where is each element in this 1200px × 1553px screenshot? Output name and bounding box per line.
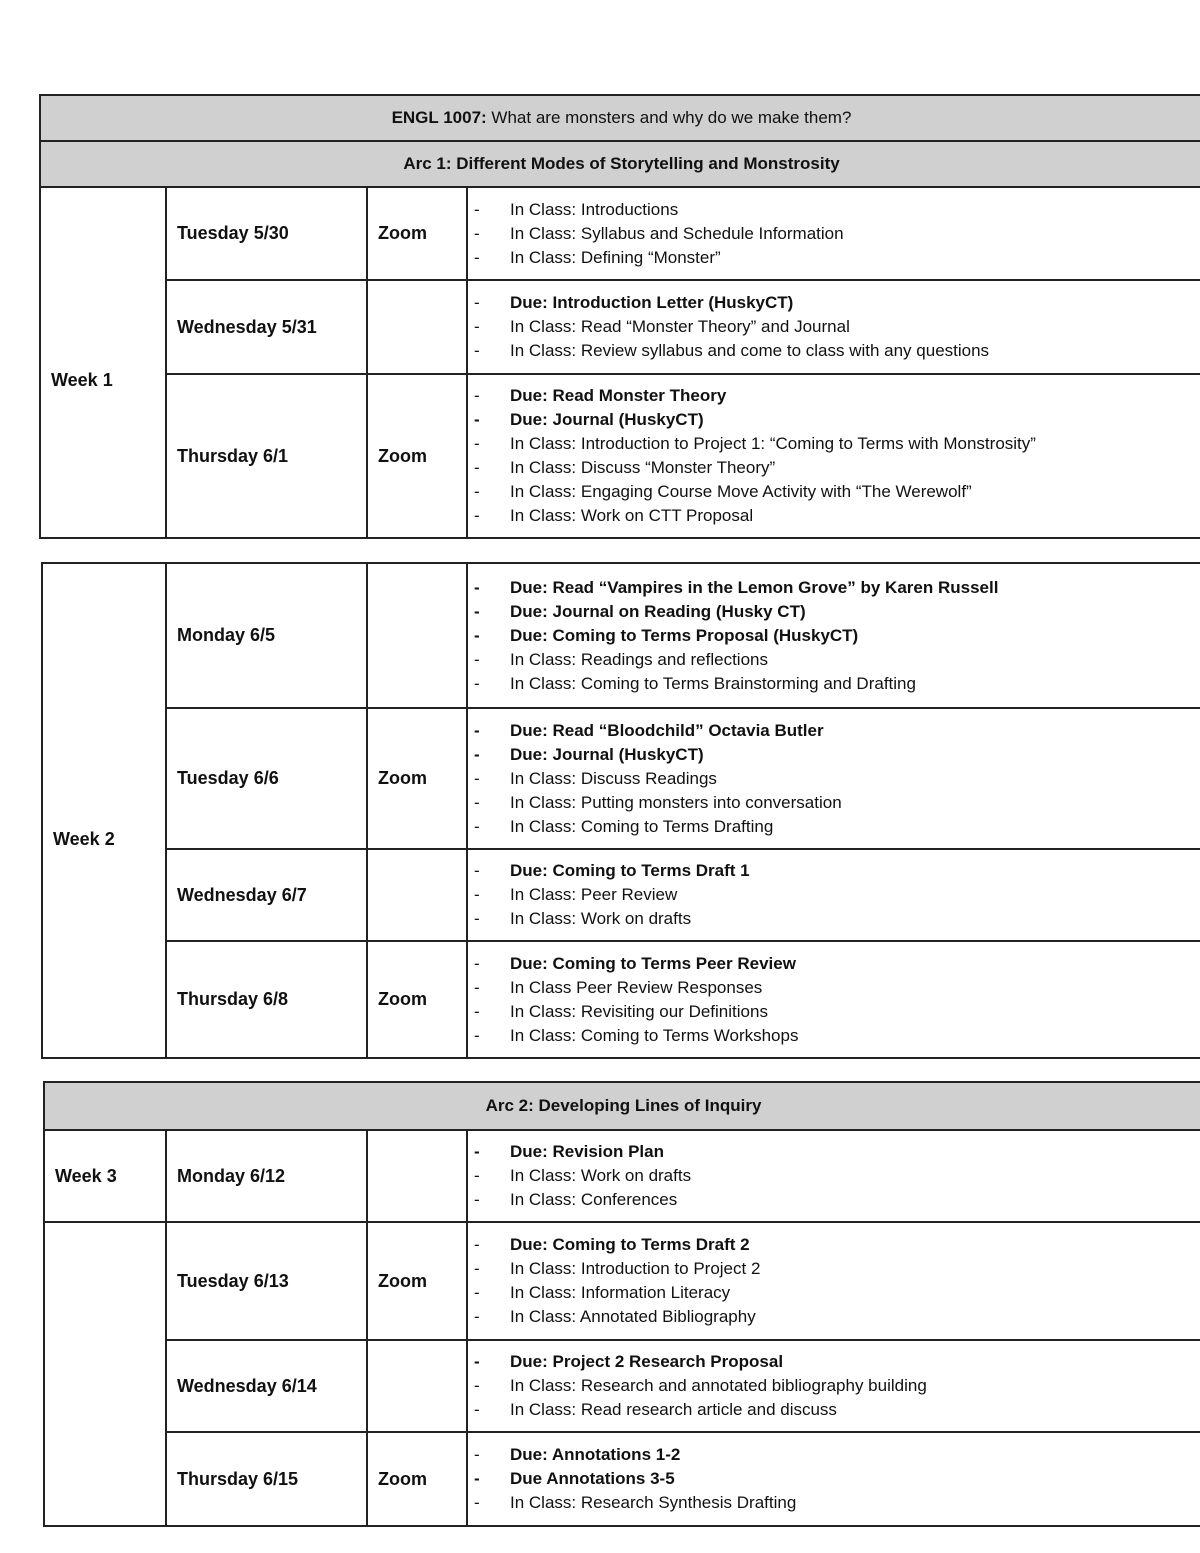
agenda-item: - In Class: Read research article and discuss <box>510 1398 1200 1422</box>
day-cell: Thursday 6/1 <box>166 374 367 538</box>
agenda-item: - In Class: Coming to Terms Brainstorming and Drafting <box>510 672 1200 696</box>
agenda-item: - In Class Peer Review Responses <box>510 976 1200 1000</box>
mode-cell: Zoom <box>367 1432 467 1526</box>
agenda-item: - In Class: Research and annotated bibliography building <box>510 1374 1200 1398</box>
agenda-item: - In Class: Readings and reflections <box>510 648 1200 672</box>
week-1-label: Week 1 <box>51 370 113 390</box>
mode-cell <box>367 280 467 374</box>
agenda-item: - In Class: Syllabus and Schedule Information <box>510 222 1200 246</box>
agenda-cell <box>467 1340 1200 1432</box>
due-item: - Due: Annotations 1-2 <box>510 1443 1200 1467</box>
agenda-cell <box>467 1432 1200 1526</box>
due-item: - Due: Read “Vampires in the Lemon Grove” by Karen Russell <box>510 576 1200 600</box>
week2-table <box>41 562 1200 1059</box>
agenda-item: - In Class: Coming to Terms Workshops <box>510 1024 1200 1048</box>
week-2-label: Week 2 <box>53 829 115 849</box>
day-cell: Monday 6/12 <box>166 1130 367 1222</box>
due-item: - Due: Coming to Terms Draft 1 <box>510 859 1200 883</box>
day-cell: Wednesday 6/7 <box>166 849 367 941</box>
agenda-cell <box>467 187 1200 280</box>
agenda-item: - In Class: Conferences <box>510 1188 1200 1212</box>
due-item: - Due: Journal (HuskyCT) <box>510 743 1200 767</box>
day-cell: Tuesday 6/13 <box>166 1222 367 1340</box>
day-cell: Tuesday 6/6 <box>166 708 367 849</box>
agenda-item: - In Class: Introductions <box>510 198 1200 222</box>
week3-table <box>43 1081 1200 1527</box>
week-label <box>40 187 166 538</box>
agenda-item: - In Class: Read “Monster Theory” and Journal <box>510 315 1200 339</box>
agenda-item: - In Class: Research Synthesis Drafting <box>510 1491 1200 1515</box>
arc1-title: Arc 1: Different Modes of Storytelling and Monstrosity <box>403 154 840 173</box>
agenda-item: - In Class: Work on drafts <box>510 1164 1200 1188</box>
day-cell: Thursday 6/15 <box>166 1432 367 1526</box>
due-item: - Due: Journal (HuskyCT) <box>510 408 1200 432</box>
course-title-header <box>40 95 1200 141</box>
due-item: - Due: Read Monster Theory <box>510 384 1200 408</box>
arc1-header <box>40 141 1200 187</box>
mode-cell: Zoom <box>367 1222 467 1340</box>
course-code: ENGL 1007: <box>391 108 487 127</box>
mode-cell <box>367 563 467 708</box>
agenda-cell <box>467 374 1200 538</box>
agenda-item: - In Class: Annotated Bibliography <box>510 1305 1200 1329</box>
day-cell: Thursday 6/8 <box>166 941 367 1058</box>
mode-cell: Zoom <box>367 708 467 849</box>
week-label <box>44 1130 166 1222</box>
day-cell: Monday 6/5 <box>166 563 367 708</box>
arc2-title: Arc 2: Developing Lines of Inquiry <box>485 1096 762 1115</box>
agenda-cell <box>467 941 1200 1058</box>
week1-table <box>39 94 1200 539</box>
arc2-header <box>44 1082 1200 1130</box>
course-question: What are monsters and why do we make them? <box>491 108 852 127</box>
agenda-item: - In Class: Peer Review <box>510 883 1200 907</box>
due-item: - Due: Introduction Letter (HuskyCT) <box>510 291 1200 315</box>
agenda-item: - In Class: Introduction to Project 1: “Coming to Terms with Monstrosity” <box>510 432 1200 456</box>
mode-cell <box>367 849 467 941</box>
agenda-cell <box>467 1222 1200 1340</box>
due-item: - Due: Revision Plan <box>510 1140 1200 1164</box>
agenda-item: - In Class: Information Literacy <box>510 1281 1200 1305</box>
agenda-item: - In Class: Defining “Monster” <box>510 246 1200 270</box>
agenda-item: - In Class: Discuss Readings <box>510 767 1200 791</box>
week-3-continued-cell <box>44 1222 166 1526</box>
day-cell: Wednesday 5/31 <box>166 280 367 374</box>
due-item: - Due Annotations 3-5 <box>510 1467 1200 1491</box>
week-label <box>42 563 166 1058</box>
due-item: - Due: Coming to Terms Proposal (HuskyCT) <box>510 624 1200 648</box>
agenda-cell <box>467 708 1200 849</box>
agenda-cell <box>467 1130 1200 1222</box>
agenda-item: - In Class: Putting monsters into conversation <box>510 791 1200 815</box>
agenda-item: - In Class: Engaging Course Move Activity with “The Werewolf” <box>510 480 1200 504</box>
mode-cell: Zoom <box>367 374 467 538</box>
due-item: - Due: Coming to Terms Draft 2 <box>510 1233 1200 1257</box>
agenda-cell <box>467 280 1200 374</box>
agenda-cell <box>467 849 1200 941</box>
agenda-item: - In Class: Coming to Terms Drafting <box>510 815 1200 839</box>
agenda-item: - In Class: Discuss “Monster Theory” <box>510 456 1200 480</box>
mode-cell: Zoom <box>367 187 467 280</box>
mode-cell <box>367 1340 467 1432</box>
due-item: - Due: Journal on Reading (Husky CT) <box>510 600 1200 624</box>
agenda-item: - In Class: Work on drafts <box>510 907 1200 931</box>
due-item: - Due: Read “Bloodchild” Octavia Butler <box>510 719 1200 743</box>
day-cell: Wednesday 6/14 <box>166 1340 367 1432</box>
mode-cell <box>367 1130 467 1222</box>
mode-cell: Zoom <box>367 941 467 1058</box>
agenda-cell <box>467 563 1200 708</box>
due-item: - Due: Project 2 Research Proposal <box>510 1350 1200 1374</box>
due-item: - Due: Coming to Terms Peer Review <box>510 952 1200 976</box>
week-3-label: Week 3 <box>55 1165 117 1186</box>
agenda-item: - In Class: Revisiting our Definitions <box>510 1000 1200 1024</box>
day-cell: Tuesday 5/30 <box>166 187 367 280</box>
agenda-item: - In Class: Work on CTT Proposal <box>510 504 1200 528</box>
agenda-item: - In Class: Introduction to Project 2 <box>510 1257 1200 1281</box>
agenda-item: - In Class: Review syllabus and come to class with any questions <box>510 339 1200 363</box>
